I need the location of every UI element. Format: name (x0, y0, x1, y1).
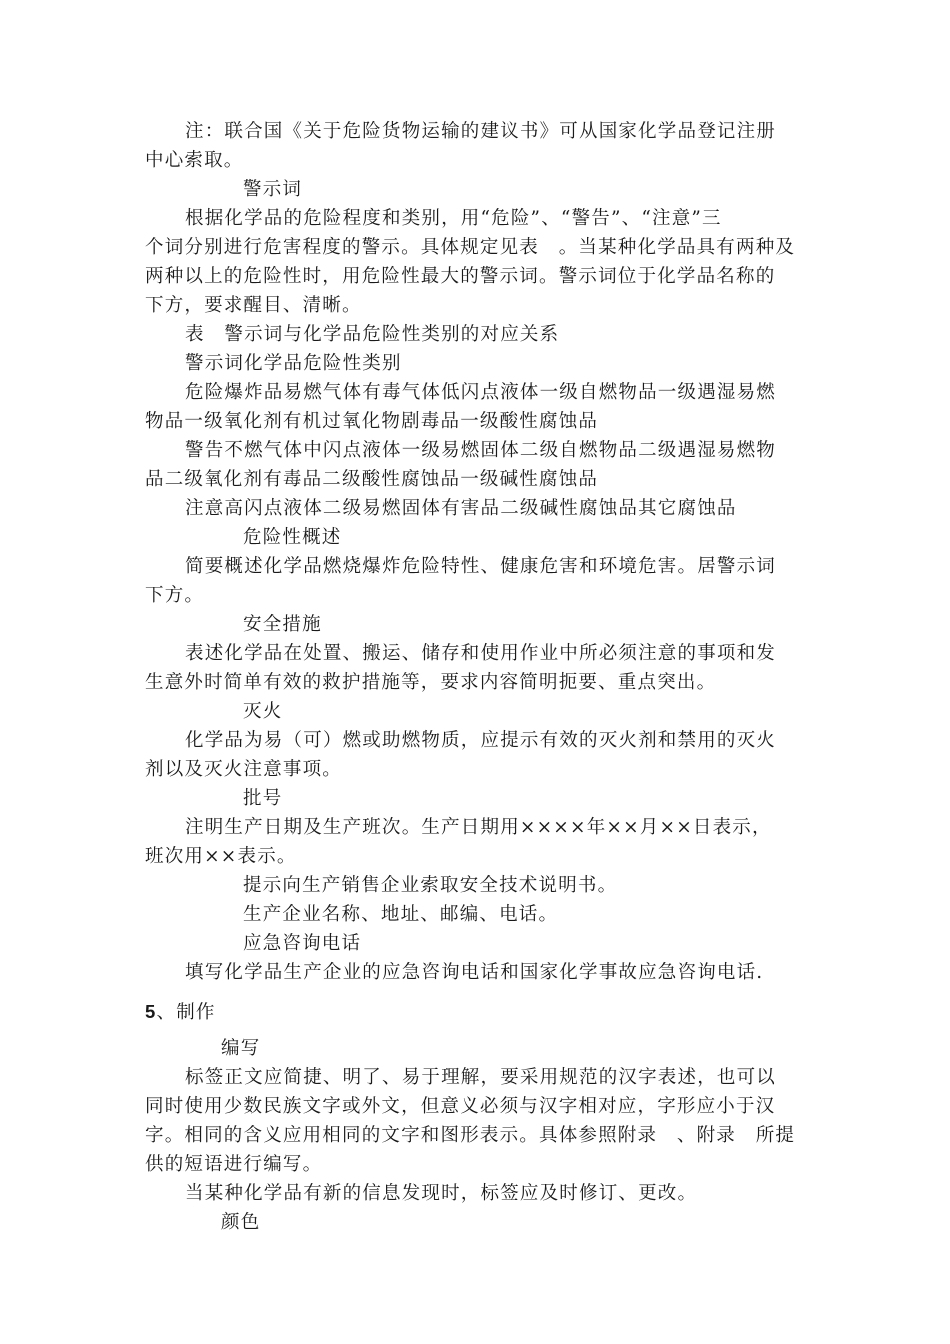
paragraph-line: 注明生产日期及生产班次。生产日期用××××年××月××日表示， (185, 817, 772, 838)
paragraph-line: 注：联合国《关于危险货物运输的建议书》可从国家化学品登记注册 (185, 121, 777, 142)
subheading-hazard-overview: 危险性概述 (243, 527, 342, 548)
subheading-writing: 编写 (221, 1038, 261, 1059)
subheading-emergency-phone: 应急咨询电话 (243, 933, 362, 954)
section-heading (145, 997, 216, 1027)
paragraph-line: 中心索取。 (145, 150, 244, 171)
paragraph-line: 供的短语进行编写。 (145, 1154, 323, 1175)
paragraph-line: 生产企业名称、地址、邮编、电话。 (243, 904, 559, 925)
subheading-batch-number: 批号 (243, 788, 283, 809)
paragraph-line: 标签正文应简捷、明了、易于理解，要采用规范的汉字表述，也可以 (185, 1067, 777, 1088)
paragraph-line: 字。相同的含义应用相同的文字和图形表示。具体参照附录 、附录 所提 (145, 1125, 796, 1146)
table-caption: 表 警示词与化学品危险性类别的对应关系 (185, 324, 560, 345)
section-number: 5 (145, 1001, 157, 1022)
paragraph-line: 生意外时简单有效的救护措施等，要求内容简明扼要、重点突出。 (145, 672, 717, 693)
table-row: 物品一级氧化剂有机过氧化物剧毒品一级酸性腐蚀品 (145, 411, 599, 432)
subheading-safety-measures: 安全措施 (243, 614, 322, 635)
paragraph-line: 剂以及灭火注意事项。 (145, 759, 343, 780)
table-row: 注意高闪点液体二级易燃固体有害品二级碱性腐蚀品其它腐蚀品 (185, 498, 737, 519)
table-row: 危险爆炸品易燃气体有毒气体低闪点液体一级自燃物品一级遇湿易燃 (185, 382, 777, 403)
paragraph-line: 提示向生产销售企业索取安全技术说明书。 (243, 875, 618, 896)
subheading-fire-fighting: 灭火 (243, 701, 283, 722)
paragraph-line: 表述化学品在处置、搬运、储存和使用作业中所必须注意的事项和发 (185, 643, 777, 664)
paragraph-line: 下方。 (145, 585, 205, 606)
paragraph-line: 化学品为易（可）燃或助燃物质，应提示有效的灭火剂和禁用的灭火 (185, 730, 777, 751)
paragraph-line: 同时使用少数民族文字或外文，但意义必须与汉字相对应，字形应小于汉 (145, 1096, 776, 1117)
paragraph-line: 填写化学品生产企业的应急咨询电话和国家化学事故应急咨询电话. (185, 962, 764, 983)
table-row: 警告不燃气体中闪点液体一级易燃固体二级自燃物品二级遇湿易燃物 (185, 440, 777, 461)
table-row: 品二级氧化剂有毒品二级酸性腐蚀品一级碱性腐蚀品 (145, 469, 599, 490)
section-title: 、制作 (156, 1002, 216, 1023)
paragraph-line: 下方，要求醒目、清晰。 (145, 295, 362, 316)
paragraph-line: 两种以上的危险性时，用危险性最大的警示词。警示词位于化学品名称的 (145, 266, 776, 287)
paragraph-line: 班次用××表示。 (145, 846, 297, 867)
paragraph-line: 当某种化学品有新的信息发现时，标签应及时修订、更改。 (185, 1183, 698, 1204)
subheading-color: 颜色 (221, 1212, 261, 1233)
table-header: 警示词化学品危险性类别 (185, 353, 402, 374)
subheading-signal-word: 警示词 (243, 179, 303, 200)
paragraph-line: 根据化学品的危险程度和类别，用“危险”、“警告”、“注意”三 (185, 208, 722, 229)
paragraph-line: 简要概述化学品燃烧爆炸危险特性、健康危害和环境危害。居警示词 (185, 556, 777, 577)
paragraph-line: 个词分别进行危害程度的警示。具体规定见表 。当某种化学品具有两种及 (145, 237, 796, 258)
